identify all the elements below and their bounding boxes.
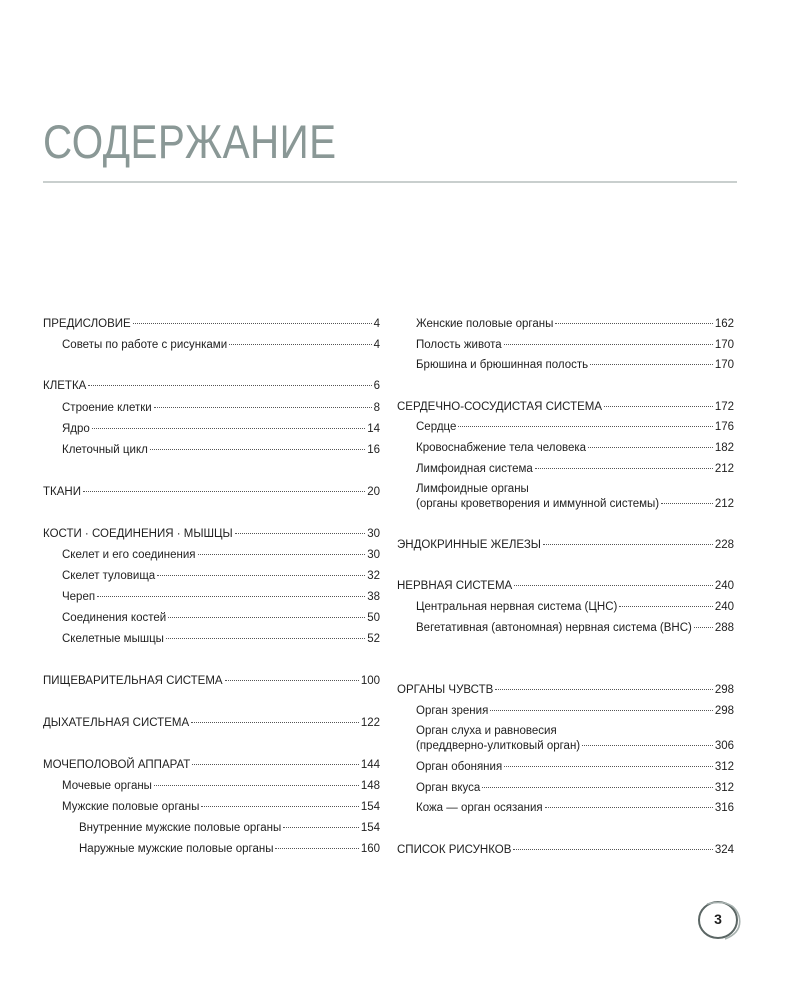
toc-entry[interactable] (397, 400, 734, 415)
toc-entry-label: Сердце (416, 421, 457, 433)
page-title: СОДЕРЖАНИЕ (43, 115, 337, 168)
toc-entry[interactable] (62, 401, 380, 416)
page-number-badge (697, 898, 745, 942)
toc-entry[interactable] (397, 579, 734, 594)
toc-entry-label: Наружные мужские половые органы (79, 843, 274, 855)
leader-dots (694, 627, 713, 628)
toc-entry-page: 240 (714, 601, 734, 613)
toc-entry-page: 100 (360, 675, 380, 687)
toc-entry-label: Орган зрения (416, 705, 489, 717)
toc-entry[interactable] (79, 842, 380, 857)
toc-entry[interactable] (416, 600, 734, 615)
toc-entry-label: ПРЕДИСЛОВИЕ (43, 318, 131, 330)
toc-entry-label: Скелет и его соединения (62, 549, 196, 561)
leader-dots (545, 807, 713, 808)
toc-entry-page: 298 (714, 705, 734, 717)
toc-entry[interactable] (43, 485, 380, 500)
toc-entry-page: 162 (714, 318, 734, 330)
toc-entry-label: Мужские половые органы (62, 801, 200, 813)
leader-dots (514, 585, 713, 586)
leader-dots (168, 617, 365, 618)
leader-dots (133, 323, 372, 324)
toc-entry-label: СПИСОК РИСУНКОВ (397, 844, 512, 856)
toc-entry[interactable] (397, 683, 734, 698)
toc-entry[interactable] (416, 441, 734, 456)
toc-entry-page: 32 (367, 570, 380, 582)
toc-entry-page: 30 (367, 528, 380, 540)
leader-dots (83, 491, 365, 492)
toc-entry-page: 8 (373, 402, 380, 414)
leader-dots (490, 710, 713, 711)
toc-entry[interactable] (62, 779, 380, 794)
toc-entry-page: 4 (373, 318, 380, 330)
toc-entry[interactable] (416, 621, 734, 636)
toc-entry-label: Соединения костей (62, 612, 167, 624)
toc-entry-label: КЛЕТКА (43, 380, 87, 392)
leader-dots (588, 447, 713, 448)
toc-entry-page: 148 (360, 780, 380, 792)
leader-dots (201, 806, 358, 807)
toc-entry[interactable] (62, 338, 380, 353)
toc-entry-label: Кожа — орган осязания (416, 802, 543, 814)
leader-dots (154, 785, 359, 786)
leader-dots (283, 827, 359, 828)
toc-entry-page: 30 (367, 549, 380, 561)
toc-entry[interactable] (62, 590, 380, 605)
title-divider (43, 181, 737, 183)
toc-entry-label: Лимфоидные органы (416, 483, 529, 495)
leader-dots (590, 364, 713, 365)
toc-entry[interactable] (416, 781, 734, 796)
leader-dots (198, 554, 366, 555)
toc-entry-label: Вегетативная (автономная) нервная система (ВНС) (416, 622, 692, 634)
leader-dots (150, 449, 365, 450)
toc-entry[interactable] (62, 800, 380, 815)
toc-entry-page: 288 (714, 622, 734, 634)
toc-entry[interactable] (43, 379, 380, 394)
toc-entry[interactable] (79, 821, 380, 836)
toc-entry[interactable] (43, 674, 380, 689)
toc-entry[interactable] (62, 569, 380, 584)
leader-dots (275, 848, 358, 849)
leader-dots (604, 406, 713, 407)
leader-dots (555, 323, 712, 324)
toc-entry[interactable] (43, 317, 380, 332)
leader-dots (458, 426, 712, 427)
toc-entry-label: Скелетные мышцы (62, 633, 164, 645)
toc-entry-label: СЕРДЕЧНО-СОСУДИСТАЯ СИСТЕМА (397, 401, 603, 413)
toc-entry-page: 14 (367, 423, 380, 435)
toc-entry-page: 312 (714, 782, 734, 794)
toc-entry-page: 324 (714, 844, 734, 856)
leader-dots (504, 766, 713, 767)
toc-entry-page: 20 (367, 486, 380, 498)
toc-entry-page: 16 (367, 444, 380, 456)
toc-entry[interactable] (62, 422, 380, 437)
leader-dots (235, 533, 365, 534)
toc-entry[interactable] (416, 760, 734, 775)
toc-entry[interactable] (62, 548, 380, 563)
toc-entry-page: 154 (360, 801, 380, 813)
toc-entry-page: 212 (714, 498, 734, 510)
toc-entry-label: Лимфоидная система (416, 463, 533, 475)
toc-entry-page: 240 (714, 580, 734, 592)
leader-dots (157, 575, 365, 576)
toc-entry-page: 160 (360, 843, 380, 855)
toc-entry-label: Орган вкуса (416, 782, 481, 794)
leader-dots (482, 787, 713, 788)
toc-entry-label: Мочевые органы (62, 780, 152, 792)
toc-entry[interactable] (43, 758, 380, 773)
toc-entry-page: 144 (360, 759, 380, 771)
toc-entry-label: Орган слуха и равновесия (416, 725, 557, 737)
toc-entry-page: 122 (360, 717, 380, 729)
leader-dots (88, 385, 371, 386)
toc-entry-label: Полость живота (416, 339, 502, 351)
toc-entry[interactable] (416, 801, 734, 816)
leader-dots (513, 849, 712, 850)
toc-entry-page: 306 (714, 740, 734, 752)
toc-entry[interactable] (416, 724, 734, 754)
toc-entry[interactable] (397, 538, 734, 553)
toc-entry-page: 50 (367, 612, 380, 624)
toc-entry[interactable] (416, 704, 734, 719)
toc-entry[interactable] (397, 843, 734, 858)
leader-dots (495, 689, 713, 690)
toc-entry-label: Ядро (62, 423, 90, 435)
leader-dots (154, 407, 372, 408)
toc-entry-page: 154 (360, 822, 380, 834)
toc-entry-page: 170 (714, 359, 734, 371)
toc-entry-page: 170 (714, 339, 734, 351)
toc-entry-label: МОЧЕПОЛОВОЙ АППАРАТ (43, 759, 191, 771)
toc-entry-label: Строение клетки (62, 402, 152, 414)
toc-entry-label: Череп (62, 591, 96, 603)
toc-entry-label: НЕРВНАЯ СИСТЕМА (397, 580, 513, 592)
toc-entry-label: Скелет туловища (62, 570, 156, 582)
toc-entry-page: 6 (373, 380, 380, 392)
toc-entry-page: 316 (714, 802, 734, 814)
toc-entry-page: 228 (714, 539, 734, 551)
toc-entry-page: 312 (714, 761, 734, 773)
toc-entry[interactable] (416, 317, 734, 332)
toc-entry-label: Внутренние мужские половые органы (79, 822, 282, 834)
leader-dots (192, 764, 358, 765)
toc-entry-page: 212 (714, 463, 734, 475)
toc-entry-label: ОРГАНЫ ЧУВСТВ (397, 684, 494, 696)
toc-entry-page: 176 (714, 421, 734, 433)
toc-entry-label: КОСТИ · СОЕДИНЕНИЯ · МЫШЦЫ (43, 528, 233, 540)
toc-entry[interactable] (62, 611, 380, 626)
leader-dots (661, 503, 713, 504)
leader-dots (582, 745, 713, 746)
toc-entry-label-continued: (органы кроветворения и иммунной системы) (416, 498, 660, 510)
toc-entry[interactable] (62, 443, 380, 458)
toc-entry[interactable] (43, 527, 380, 542)
toc-entry-label: Советы по работе с рисунками (62, 339, 228, 351)
toc-entry-page: 298 (714, 684, 734, 696)
leader-dots (225, 680, 359, 681)
leader-dots (92, 428, 365, 429)
toc-entry[interactable] (416, 358, 734, 373)
leader-dots (229, 344, 371, 345)
toc-entry-page: 172 (714, 401, 734, 413)
toc-entry-page: 38 (367, 591, 380, 603)
toc-entry[interactable] (416, 338, 734, 353)
leader-dots (543, 544, 713, 545)
leader-dots (535, 468, 713, 469)
leader-dots (97, 596, 365, 597)
toc-entry[interactable] (416, 420, 734, 435)
leader-dots (619, 606, 712, 607)
toc-entry[interactable] (62, 632, 380, 647)
toc-entry-label: ТКАНИ (43, 486, 81, 498)
toc-entry-label: ПИЩЕВАРИТЕЛЬНАЯ СИСТЕМА (43, 675, 223, 687)
leader-dots (166, 638, 365, 639)
leader-dots (504, 344, 713, 345)
toc-entry-page: 182 (714, 442, 734, 454)
leader-dots (191, 722, 359, 723)
toc-entry-label: Клеточный цикл (62, 444, 148, 456)
toc-entry-label: ДЫХАТЕЛЬНАЯ СИСТЕМА (43, 717, 190, 729)
toc-entry-label-continued: (преддверно-улитковый орган) (416, 740, 581, 752)
toc-entry-page: 52 (367, 633, 380, 645)
toc-entry[interactable] (416, 482, 734, 512)
toc-entry-label: Брюшина и брюшинная полость (416, 359, 589, 371)
toc-entry-label: Кровоснабжение тела человека (416, 442, 587, 454)
toc-entry[interactable] (416, 462, 734, 477)
toc-entry-label: Центральная нервная система (ЦНС) (416, 601, 618, 613)
toc-entry-label: Женские половые органы (416, 318, 554, 330)
toc-entry[interactable] (43, 716, 380, 731)
toc-entry-page: 4 (373, 339, 380, 351)
page-number: 3 (714, 911, 722, 927)
toc-entry-label: ЭНДОКРИННЫЕ ЖЕЛЕЗЫ (397, 539, 541, 551)
toc-entry-label: Орган обоняния (416, 761, 503, 773)
